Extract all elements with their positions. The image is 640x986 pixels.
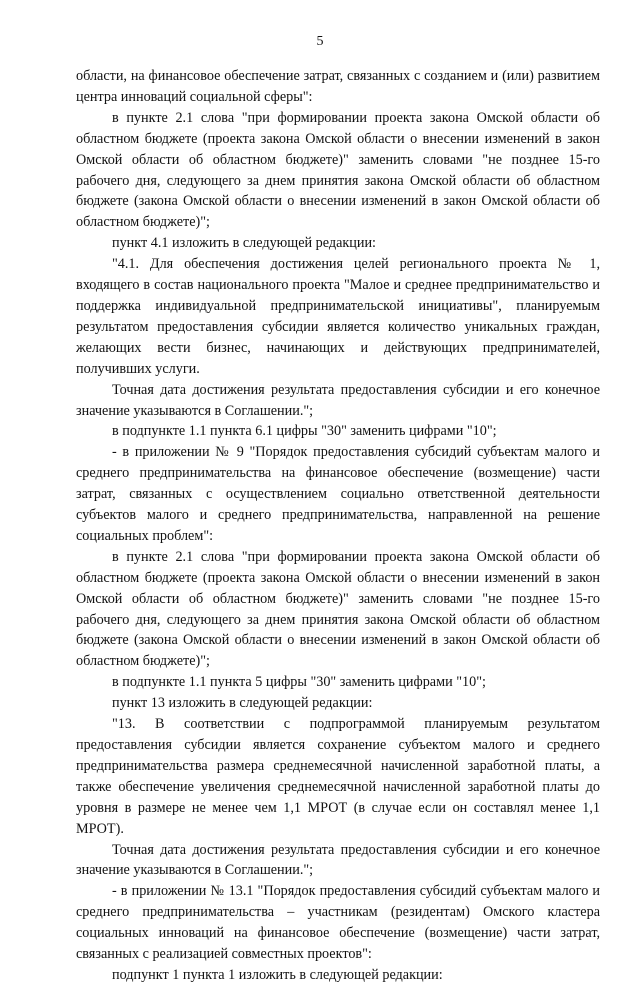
paragraph: - в приложении № 9 "Порядок предоставления субсидий субъектам малого и среднего предпринимательства на финансовое обеспечение (возмещение) части затрат, связанных с осуществлением социально ответственной деятельности субъектов малого и среднего предпринимательства, направленной на решение социальных проблем": bbox=[76, 444, 600, 544]
paragraph: - в приложении № 13.1 "Порядок предоставления субсидий субъектам малого и среднего предпринимательства – участникам (резидентам) Омского кластера социальных инноваций на финансовое обеспечение (возмещение) части затрат, связанных с реализацией совместных проектов": bbox=[76, 883, 600, 963]
paragraph: "13. В соответствии с подпрограммой планируемым результатом предоставления субсидии является сохранение субъектом малого и среднего предпринимательства размера среднемесячной начисленной заработной платы, а также обеспечение увеличения среднемесячной начисленной заработной платы до уровня в размере не менее чем 1,1 МРОТ (в случае если он составлял менее 1,1 МРОТ). bbox=[76, 716, 600, 837]
paragraph: пункт 4.1 изложить в следующей редакции: bbox=[112, 235, 376, 252]
paragraph: в подпункте 1.1 пункта 6.1 цифры "30" заменить цифрами "10"; bbox=[112, 423, 497, 440]
page-number: 5 bbox=[316, 34, 324, 49]
paragraph: "4.1. Для обеспечения достижения целей регионального проекта № 1, входящего в состав национального проекта "Малое и среднее предпринимательство и поддержка индивидуальной предпринимательской инициативы", планируемым результатом предоставления субсидии является количество уникальных граждан, желающих вести бизнес, начинающих и действующих предпринимателей, получивших услуги. bbox=[76, 256, 600, 377]
paragraph: Точная дата достижения результата предоставления субсидии и его конечное значение указываются в Соглашении."; bbox=[76, 381, 600, 419]
paragraph: в подпункте 1.1 пункта 5 цифры "30" заменить цифрами "10"; bbox=[112, 674, 486, 691]
paragraph: в пункте 2.1 слова "при формировании проекта закона Омской области об областном бюджете (проекта закона Омской области о внесении изменений в закон Омской области об областном бюджете)" заменить словами "не позднее 15-го рабочего дня, следующего за днем принятия закона Омской области об областном бюджете (закона Омской области о внесении изменений в закон Омской области об областном бюджете)"; bbox=[76, 548, 600, 670]
paragraph: подпункт 1 пункта 1 изложить в следующей редакции: bbox=[112, 966, 443, 983]
paragraph: в пункте 2.1 слова "при формировании проекта закона Омской области об областном бюджете (проекта закона Омской области о внесении изменений в закон Омской области об областном бюджете)" заменить словами "не позднее 15-го рабочего дня, следующего за днем принятия закона Омской области об областном бюджете (закона Омской области о внесении изменений в закон Омской области об областном бюджете)"; bbox=[76, 109, 600, 231]
paragraph: области, на финансовое обеспечение затрат, связанных с созданием и (или) развитием центра инноваций социальной сферы": bbox=[76, 68, 600, 105]
document-body bbox=[76, 66, 600, 986]
paragraph: Точная дата достижения результата предоставления субсидии и его конечное значение указываются в Соглашении."; bbox=[76, 841, 600, 879]
paragraph: пункт 13 изложить в следующей редакции: bbox=[112, 695, 373, 712]
